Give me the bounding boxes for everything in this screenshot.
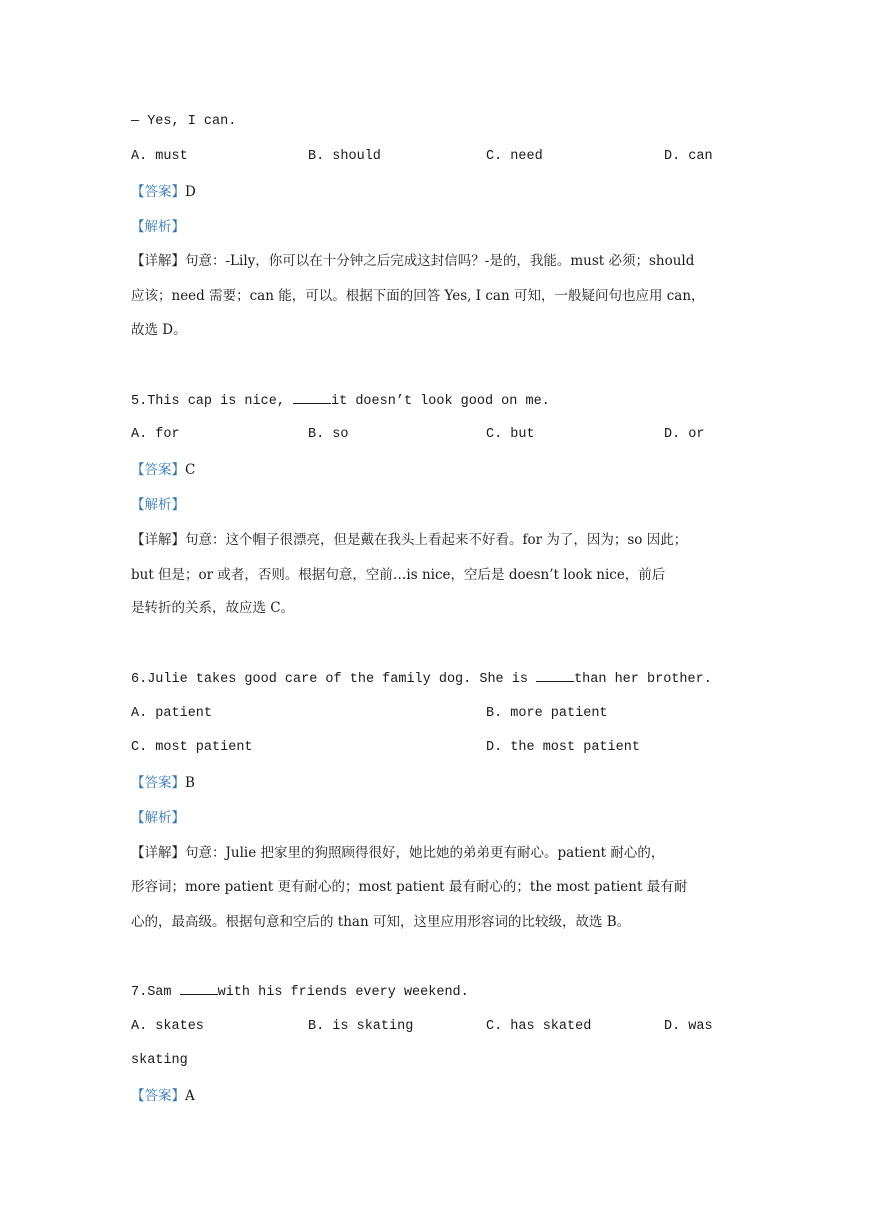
q4-detail-line-1 [131,251,694,271]
answer-label: 【答案】 [131,184,185,200]
q7-answer [131,1086,195,1106]
stem-before: 7.Sam [131,985,180,1000]
q6-option-b: B. more patient [486,706,608,721]
q5-option-d: D. or [664,427,705,442]
answer-blank [293,391,331,404]
detail-label: 【详解】 [131,845,185,861]
stem-after: it doesn’t look good on me. [331,394,550,409]
q6-option-d: D. the most patient [486,740,640,755]
detail-label: 【详解】 [131,532,185,548]
answer-blank [536,669,574,682]
stem-before: 6.Julie takes good care of the family dog. She is [131,672,537,687]
q6-detail-line-1 [131,843,664,863]
detail-label: 【详解】 [131,253,185,269]
answer-value: B [185,775,195,791]
answer-blank [180,982,218,995]
q5-detail-line-3: 是转折的关系，故应选 C。 [131,600,295,616]
detail-text: 句意：这个帽子很漂亮，但是戴在我头上看起来不好看。for 为了，因为；so 因此； [185,532,688,548]
q6-analysis-label: 【解析】 [131,810,185,826]
answer-value: A [185,1088,195,1104]
stem-before: 5.This cap is nice, [131,394,294,409]
q5-option-a: A. for [131,427,180,442]
q5-detail-line-2: but 但是；or 或者，否则。根据句意，空前…is nice，空后是 doesn’t look nice，前后 [131,567,666,583]
q5-option-b: B. so [308,427,349,442]
q4-option-b: B. should [308,149,381,164]
q5-analysis-label: 【解析】 [131,497,185,513]
q6-detail-line-2: 形容词；more patient 更有耐心的；most patient 最有耐心的；the most patient 最有耐 [131,879,688,895]
answer-value: C [185,462,196,478]
q4-prev-line: — Yes, I can. [131,114,237,129]
q6-option-c: C. most patient [131,740,253,755]
q4-option-a: A. must [131,149,188,164]
q4-analysis-label: 【解析】 [131,219,185,235]
q6-option-a: A. patient [131,706,213,721]
q4-answer [131,182,196,202]
q6-detail-line-3: 心的，最高级。根据句意和空后的 than 可知，这里应用形容词的比较级，故选 B。 [131,914,631,930]
answer-label: 【答案】 [131,1088,185,1104]
q7-option-c: C. has skated [486,1019,592,1034]
q5-stem [131,391,550,412]
q7-stem [131,982,469,1003]
q5-answer [131,460,195,480]
q7-option-b: B. is skating [308,1019,414,1034]
detail-text: 句意：-Lily，你可以在十分钟之后完成这封信吗？-是的，我能。must 必须；should [185,253,695,269]
q5-detail-line-1 [131,530,687,550]
q7-option-d: D. was [664,1019,713,1034]
q4-detail-line-3: 故选 D。 [131,322,187,338]
answer-label: 【答案】 [131,775,185,791]
stem-after: than her brother. [574,672,712,687]
answer-value: D [185,184,196,200]
q4-option-d: D. can [664,149,713,164]
q4-option-c: C. need [486,149,543,164]
q7-option-d-wrap: skating [131,1053,188,1068]
detail-text: 句意：Julie 把家里的狗照顾得很好，她比她的弟弟更有耐心。patient 耐心的， [185,845,665,861]
q6-answer [131,773,195,793]
q6-stem [131,669,712,690]
answer-label: 【答案】 [131,462,185,478]
q4-detail-line-2: 应该；need 需要；can 能，可以。根据下面的回答 Yes, I can 可知，一般疑问句也应用 can， [131,288,705,304]
q5-option-c: C. but [486,427,535,442]
q7-option-a: A. skates [131,1019,204,1034]
stem-after: with his friends every weekend. [217,985,469,1000]
